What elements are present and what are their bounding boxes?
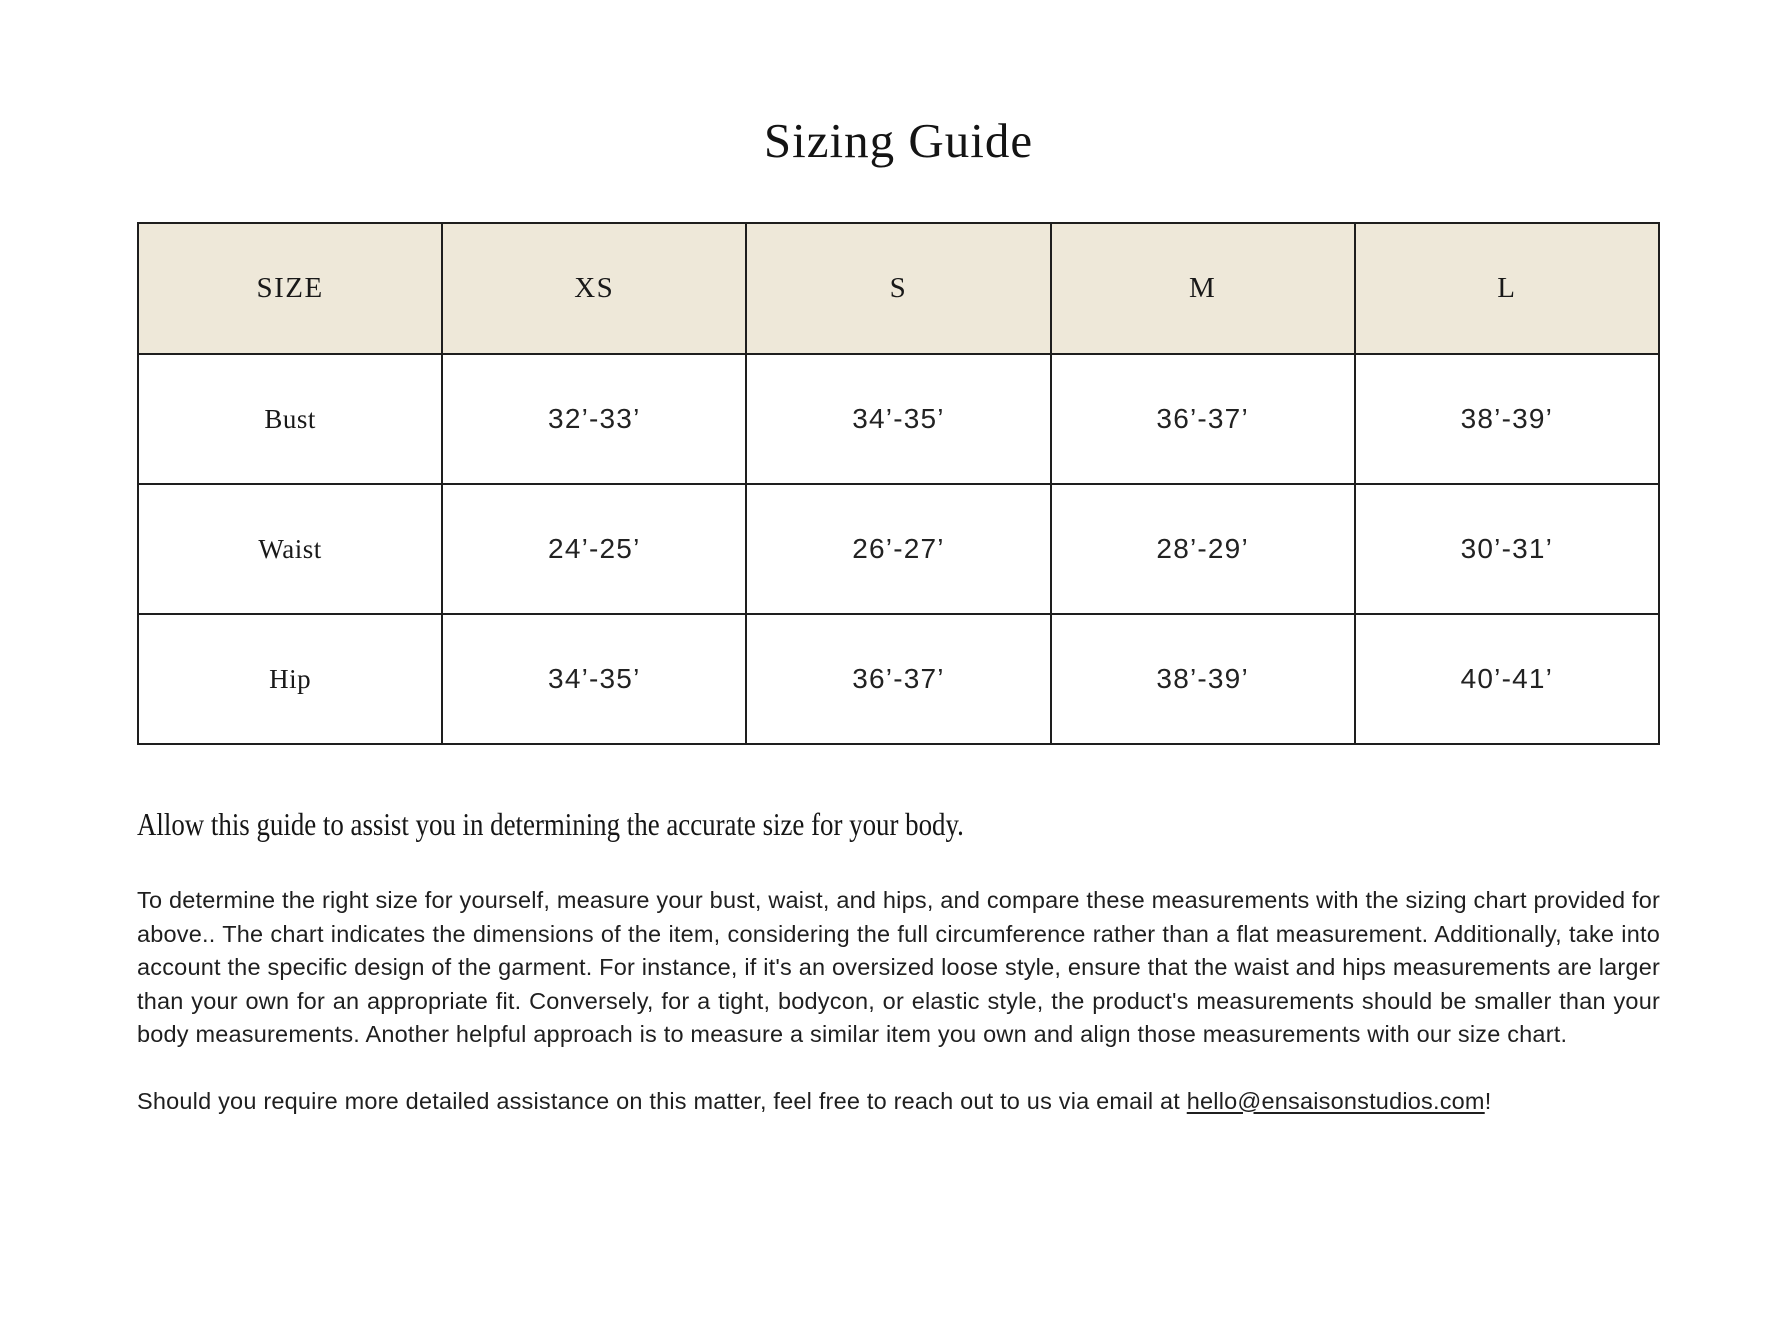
cell-bust-m: 36’-37’ <box>1051 354 1355 484</box>
column-header-s: S <box>746 223 1050 354</box>
cell-bust-l: 38’-39’ <box>1355 354 1659 484</box>
sizing-table <box>137 222 1660 745</box>
contact-line <box>137 1085 1660 1119</box>
body-paragraph: To determine the right size for yourself, measure your bust, waist, and hips, and compare these measurements with the sizing chart provided for above.. The chart indicates the dimensions of the item, considering the full circumference rather than a flat measurement. Additionally, take into account the specific design of the garment. For instance, if it's an oversized loose style, ensure that the waist and hips measurements are larger than your own for an appropriate fit. Conversely, for a tight, bodycon, or elastic style, the product's measurements should be smaller than your body measurements. Another helpful approach is to measure a similar item you own and align those measurements with our size chart. <box>137 887 1660 1047</box>
cell-hip-l: 40’-41’ <box>1355 614 1659 744</box>
table-row-waist <box>138 484 1659 614</box>
cell-waist-s: 26’-27’ <box>746 484 1050 614</box>
contact-suffix: ! <box>1484 1087 1492 1114</box>
contact-text: Should you require more detailed assistance on this matter, feel free to reach out to us via email at <box>137 1087 1187 1114</box>
cell-hip-m: 38’-39’ <box>1051 614 1355 744</box>
cell-waist-l: 30’-31’ <box>1355 484 1659 614</box>
subtitle: Allow this guide to assist you in determining the accurate size for your body. <box>137 806 964 842</box>
row-label-bust: Bust <box>138 354 442 484</box>
email-link[interactable]: hello@ensaisonstudios.com <box>1186 1087 1485 1114</box>
column-header-size: SIZE <box>138 223 442 354</box>
table-row-bust <box>138 354 1659 484</box>
row-label-hip: Hip <box>138 614 442 744</box>
column-header-l: L <box>1355 223 1659 354</box>
row-label-waist: Waist <box>138 484 442 614</box>
cell-bust-s: 34’-35’ <box>746 354 1050 484</box>
cell-waist-xs: 24’-25’ <box>442 484 746 614</box>
cell-waist-m: 28’-29’ <box>1051 484 1355 614</box>
column-header-xs: XS <box>442 223 746 354</box>
table-row-hip <box>138 614 1659 744</box>
table-header-row <box>138 223 1659 354</box>
cell-bust-xs: 32’-33’ <box>442 354 746 484</box>
page-title: Sizing Guide <box>763 113 1034 168</box>
cell-hip-xs: 34’-35’ <box>442 614 746 744</box>
column-header-m: M <box>1051 223 1355 354</box>
cell-hip-s: 36’-37’ <box>746 614 1050 744</box>
